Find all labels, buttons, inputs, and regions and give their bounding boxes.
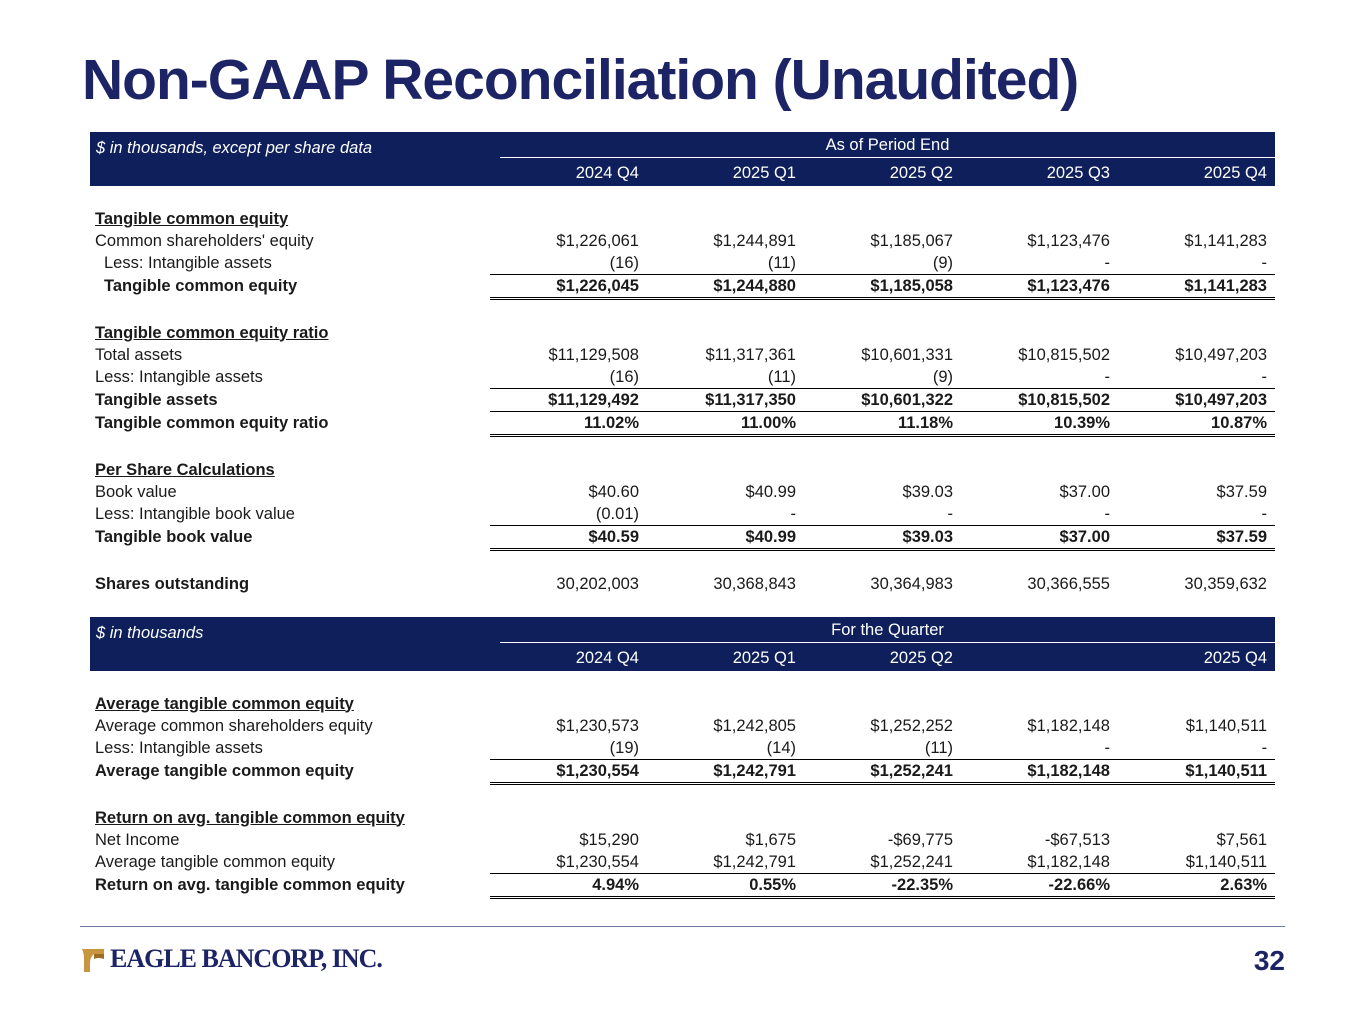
row-value: $37.00	[1059, 482, 1110, 501]
page-title: Non-GAAP Reconciliation (Unaudited)	[82, 48, 1079, 112]
row-value: $10,497,203	[1118, 389, 1275, 412]
row-value: $1,182,148	[961, 760, 1118, 784]
section-heading: Tangible common equity ratio	[95, 323, 329, 342]
table-row	[90, 851, 1275, 874]
row-value: $10,601,331	[861, 345, 953, 364]
row-value: $1,140,511	[1185, 716, 1268, 735]
footer-divider	[80, 926, 1285, 927]
row-value: $39.03	[804, 526, 961, 550]
row-value: $40.99	[745, 482, 796, 501]
row-value: (0.01)	[490, 503, 647, 526]
row-label: Less: Intangible assets	[104, 253, 272, 272]
row-value: -$69,775	[887, 830, 953, 849]
column-header: 2024 Q4	[490, 160, 647, 186]
column-header-row	[90, 645, 1275, 671]
row-value: $1,252,241	[804, 851, 961, 874]
table-row	[90, 874, 1275, 898]
logo-text: EAGLE BANCORP, INC.	[110, 944, 382, 973]
table-row	[90, 481, 1275, 503]
row-value: -	[1118, 503, 1275, 526]
row-value: -	[804, 503, 961, 526]
row-value: $1,226,045	[490, 275, 647, 299]
column-header: 2025 Q4	[1118, 645, 1275, 671]
row-value: $1,141,283	[1184, 231, 1267, 250]
row-value: -	[1118, 366, 1275, 389]
row-label: Tangible assets	[95, 390, 218, 409]
row-value: -	[961, 252, 1118, 275]
eagle-logo-icon	[80, 945, 106, 973]
row-value: -	[647, 503, 804, 526]
row-value: (16)	[490, 252, 647, 275]
row-value: 30,364,983	[870, 574, 953, 593]
row-value: $1,123,476	[1027, 231, 1110, 250]
row-value: 11.02%	[490, 412, 647, 436]
row-value: -	[961, 503, 1118, 526]
row-value: $1,242,791	[647, 760, 804, 784]
row-value: (9)	[804, 366, 961, 389]
units-label: $ in thousands, except per share data	[90, 132, 490, 160]
row-value: $11,317,350	[647, 389, 804, 412]
row-label: Tangible common equity	[104, 277, 298, 295]
row-value: (16)	[490, 366, 647, 389]
row-label: Less: Intangible book value	[95, 504, 295, 523]
row-value: 10.39%	[961, 412, 1118, 436]
row-value: $15,290	[579, 830, 639, 849]
row-value: $1,252,241	[804, 760, 961, 784]
row-value: 10.87%	[1118, 412, 1275, 436]
row-value: $1,230,554	[490, 851, 647, 874]
row-label: Less: Intangible assets	[95, 738, 263, 757]
table-row	[90, 503, 1275, 526]
row-value: 2.63%	[1118, 874, 1275, 898]
section-heading-row	[90, 322, 1275, 344]
row-label: Book value	[95, 482, 177, 501]
section-heading-row	[90, 459, 1275, 481]
row-value: $1,182,148	[1027, 716, 1110, 735]
row-value: -	[1118, 252, 1275, 275]
row-value: $40.59	[490, 526, 647, 550]
period-label	[490, 617, 1275, 645]
row-value: $1,675	[745, 830, 796, 849]
reconciliation-tables	[90, 132, 1275, 899]
period-label-text: For the Quarter	[500, 621, 1275, 643]
row-value: $40.99	[647, 526, 804, 550]
row-value: 0.55%	[647, 874, 804, 898]
row-value: $1,244,891	[713, 231, 796, 250]
row-value: -22.66%	[961, 874, 1118, 898]
period-end-table	[90, 132, 1275, 611]
period-label-text: As of Period End	[500, 136, 1275, 158]
row-value: $7,561	[1216, 830, 1268, 849]
row-value: -	[1118, 737, 1275, 760]
row-label: Average tangible common equity	[95, 762, 354, 780]
row-value: $1,141,283	[1118, 275, 1275, 299]
column-header: 2025 Q4	[1118, 160, 1275, 186]
row-value: $10,815,502	[961, 389, 1118, 412]
section-heading: Tangible common equity	[95, 209, 289, 228]
table-row	[90, 230, 1275, 252]
column-header: 2025 Q3	[961, 160, 1118, 186]
section-heading: Per Share Calculations	[95, 460, 275, 479]
row-value: $11,317,361	[705, 345, 796, 364]
table-row	[90, 715, 1275, 737]
table-row	[90, 252, 1275, 275]
table-row	[90, 389, 1275, 412]
row-value: $11,129,492	[490, 389, 647, 412]
table-row	[90, 275, 1275, 299]
row-label: Average tangible common equity	[95, 852, 336, 871]
section-heading-row	[90, 807, 1275, 829]
row-value: (19)	[490, 737, 647, 760]
row-value: $1,140,511	[1118, 760, 1275, 784]
row-label: Total assets	[95, 345, 183, 364]
row-value: 11.00%	[647, 412, 804, 436]
table-row	[90, 829, 1275, 851]
row-value: 4.94%	[490, 874, 647, 898]
row-label: Return on avg. tangible common equity	[95, 876, 405, 894]
row-value: -	[961, 737, 1118, 760]
row-value: $1,244,880	[647, 275, 804, 299]
section-heading-row	[90, 693, 1275, 715]
row-label: Net Income	[95, 830, 180, 849]
row-label: Average common shareholders equity	[95, 716, 373, 735]
section-heading: Average tangible common equity	[95, 694, 354, 713]
row-value: (11)	[804, 737, 961, 760]
column-header: 2025 Q1	[647, 645, 804, 671]
row-value: $1,123,476	[961, 275, 1118, 299]
column-header: 2025 Q2	[804, 645, 961, 671]
table-row	[90, 760, 1275, 784]
quarter-table	[90, 617, 1275, 899]
table-row	[90, 344, 1275, 366]
section-heading-row	[90, 208, 1275, 230]
page-number: 32	[1253, 945, 1285, 976]
row-value: $1,226,061	[556, 231, 639, 250]
row-label: Tangible book value	[95, 528, 253, 546]
row-value: $1,182,148	[961, 851, 1118, 874]
row-value: (14)	[647, 737, 804, 760]
row-value: $37.59	[1216, 482, 1267, 501]
row-value: $37.00	[961, 526, 1118, 550]
row-value: $1,230,554	[490, 760, 647, 784]
row-value: (9)	[804, 252, 961, 275]
row-value: -	[961, 366, 1118, 389]
row-value: 30,359,632	[1184, 574, 1267, 593]
row-value: $1,185,067	[870, 231, 953, 250]
row-value: 30,202,003	[556, 574, 639, 593]
row-value: 30,368,843	[713, 574, 796, 593]
company-logo	[80, 944, 382, 974]
row-value: $1,185,058	[804, 275, 961, 299]
table-row	[90, 412, 1275, 436]
row-value: -$67,513	[1044, 830, 1110, 849]
row-value: $1,140,511	[1118, 851, 1275, 874]
table-row	[90, 526, 1275, 550]
row-label: Common shareholders' equity	[95, 231, 314, 250]
column-header	[961, 645, 1118, 671]
row-value: $39.03	[902, 482, 953, 501]
table-row	[90, 737, 1275, 760]
row-value: 11.18%	[804, 412, 961, 436]
row-value: (11)	[647, 366, 804, 389]
row-value: -22.35%	[804, 874, 961, 898]
row-label: Tangible common equity ratio	[95, 414, 329, 432]
table-row	[90, 366, 1275, 389]
row-label: Less: Intangible assets	[95, 367, 263, 386]
shares-outstanding-row	[90, 573, 1275, 595]
row-value: $1,230,573	[556, 716, 639, 735]
row-value: $40.60	[588, 482, 639, 501]
row-value: $37.59	[1118, 526, 1275, 550]
column-header-row	[90, 160, 1275, 186]
row-value: 30,366,555	[1027, 574, 1110, 593]
row-value: $11,129,508	[548, 345, 639, 364]
row-value: (11)	[647, 252, 804, 275]
period-label	[490, 132, 1275, 160]
section-heading: Return on avg. tangible common equity	[95, 808, 405, 827]
row-value: $10,815,502	[1018, 345, 1110, 364]
row-value: $1,242,805	[713, 716, 796, 735]
column-header: 2025 Q2	[804, 160, 961, 186]
column-header: 2025 Q1	[647, 160, 804, 186]
row-value: $1,242,791	[647, 851, 804, 874]
row-value: $10,601,322	[804, 389, 961, 412]
column-header: 2024 Q4	[490, 645, 647, 671]
row-value: $1,252,252	[870, 716, 953, 735]
row-value: $10,497,203	[1175, 345, 1267, 364]
units-label: $ in thousands	[90, 617, 490, 645]
row-label: Shares outstanding	[95, 574, 250, 593]
